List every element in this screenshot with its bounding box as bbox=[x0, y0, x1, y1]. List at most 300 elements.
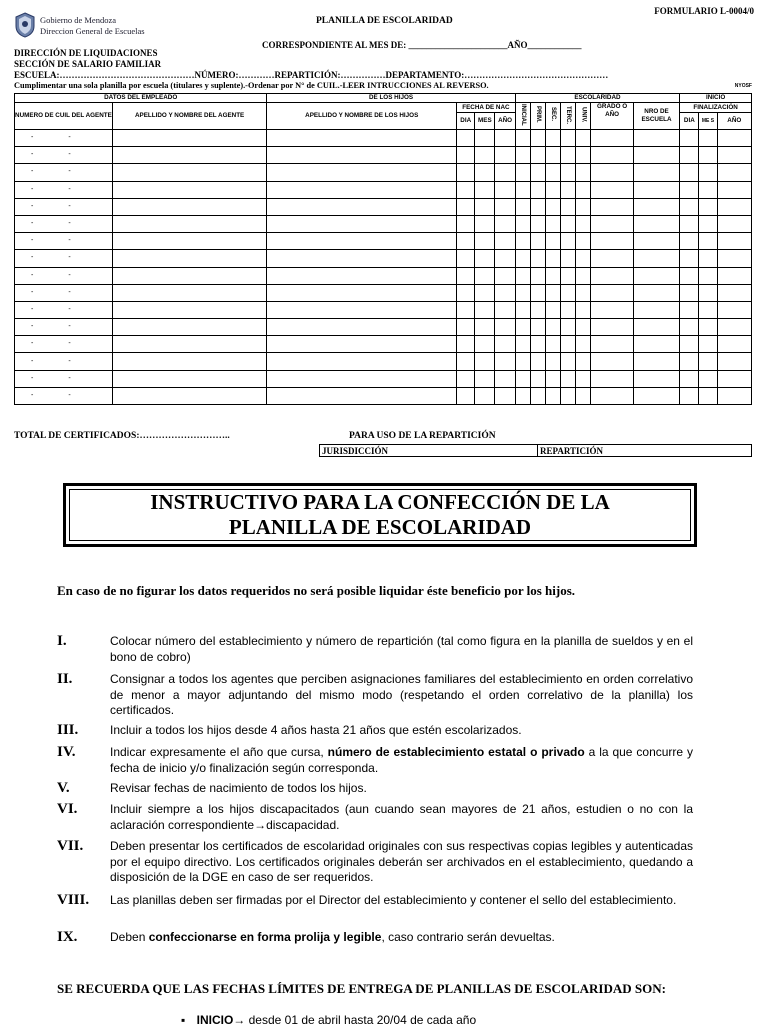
cuil-cell[interactable] bbox=[15, 267, 113, 284]
table-cell[interactable] bbox=[457, 336, 475, 353]
table-row bbox=[15, 181, 752, 198]
table-cell[interactable] bbox=[561, 130, 576, 147]
table-cell[interactable] bbox=[561, 198, 576, 215]
table-cell[interactable] bbox=[475, 319, 495, 336]
table-cell[interactable] bbox=[530, 250, 545, 267]
cuil-separators: - - bbox=[31, 134, 71, 142]
table-cell[interactable] bbox=[561, 336, 576, 353]
table-cell[interactable] bbox=[545, 215, 560, 232]
table-cell[interactable] bbox=[530, 233, 545, 250]
month-year-field[interactable]: CORRESPONDIENTE AL MES DE: ______________________AÑO____________ bbox=[262, 40, 582, 50]
table-cell[interactable] bbox=[457, 147, 475, 164]
table-cell[interactable] bbox=[515, 370, 530, 387]
table-cell[interactable] bbox=[457, 215, 475, 232]
table-cell[interactable] bbox=[457, 198, 475, 215]
table-cell[interactable] bbox=[717, 301, 751, 318]
table-cell[interactable] bbox=[457, 267, 475, 284]
table-cell[interactable] bbox=[475, 215, 495, 232]
table-cell[interactable] bbox=[591, 181, 633, 198]
table-cell[interactable] bbox=[717, 387, 751, 404]
table-cell[interactable] bbox=[495, 147, 515, 164]
table-cell[interactable] bbox=[561, 370, 576, 387]
government-name: Gobierno de Mendoza bbox=[40, 15, 117, 25]
table-cell[interactable] bbox=[717, 147, 751, 164]
table-cell[interactable] bbox=[699, 250, 717, 267]
table-cell[interactable] bbox=[530, 181, 545, 198]
table-cell[interactable] bbox=[475, 130, 495, 147]
total-certificados-field[interactable]: TOTAL DE CERTIFICADOS:……………………….. bbox=[14, 431, 230, 441]
table-cell[interactable] bbox=[530, 164, 545, 181]
cuil-separators: - - bbox=[31, 357, 71, 365]
table-cell[interactable] bbox=[545, 267, 560, 284]
table-cell[interactable] bbox=[530, 147, 545, 164]
reparticion-field[interactable]: REPARTICIÓN bbox=[538, 445, 752, 457]
table-row bbox=[15, 370, 752, 387]
table-row bbox=[15, 319, 752, 336]
table-cell[interactable] bbox=[112, 267, 266, 284]
cuil-cell[interactable] bbox=[15, 336, 113, 353]
table-cell[interactable] bbox=[112, 233, 266, 250]
table-cell[interactable] bbox=[267, 181, 457, 198]
table-cell[interactable] bbox=[267, 387, 457, 404]
table-cell[interactable] bbox=[267, 336, 457, 353]
table-cell[interactable] bbox=[267, 233, 457, 250]
table-cell[interactable] bbox=[475, 233, 495, 250]
table-cell[interactable] bbox=[561, 319, 576, 336]
table-cell[interactable] bbox=[545, 284, 560, 301]
table-cell[interactable] bbox=[561, 284, 576, 301]
cuil-separators: - - bbox=[31, 237, 71, 245]
table-cell[interactable] bbox=[633, 147, 679, 164]
table-cell[interactable] bbox=[475, 284, 495, 301]
form-title: PLANILLA DE ESCOLARIDAD bbox=[316, 16, 453, 26]
cuil-cell[interactable] bbox=[15, 284, 113, 301]
table-cell[interactable] bbox=[495, 336, 515, 353]
cuil-separators: - - bbox=[31, 374, 71, 382]
table-row bbox=[15, 215, 752, 232]
table-cell[interactable] bbox=[112, 387, 266, 404]
table-cell[interactable] bbox=[561, 181, 576, 198]
table-cell[interactable] bbox=[475, 181, 495, 198]
group-header-inicio: INICIO bbox=[680, 94, 752, 103]
table-cell[interactable] bbox=[457, 164, 475, 181]
table-cell[interactable] bbox=[515, 319, 530, 336]
table-cell[interactable] bbox=[112, 130, 266, 147]
table-cell[interactable] bbox=[112, 164, 266, 181]
table-cell[interactable] bbox=[699, 215, 717, 232]
cuil-cell[interactable] bbox=[15, 130, 113, 147]
table-cell[interactable] bbox=[457, 250, 475, 267]
table-cell[interactable] bbox=[680, 181, 699, 198]
table-cell[interactable] bbox=[633, 198, 679, 215]
table-cell[interactable] bbox=[576, 215, 591, 232]
table-cell[interactable] bbox=[591, 370, 633, 387]
table-cell[interactable] bbox=[267, 284, 457, 301]
table-cell[interactable] bbox=[680, 267, 699, 284]
table-cell[interactable] bbox=[576, 387, 591, 404]
table-cell[interactable] bbox=[515, 267, 530, 284]
table-cell[interactable] bbox=[475, 250, 495, 267]
table-cell[interactable] bbox=[680, 370, 699, 387]
table-cell[interactable] bbox=[457, 353, 475, 370]
table-cell[interactable] bbox=[576, 336, 591, 353]
table-cell[interactable] bbox=[457, 301, 475, 318]
table-cell[interactable] bbox=[267, 319, 457, 336]
deadlines-reminder: SE RECUERDA QUE LAS FECHAS LÍMITES DE ENTREGA DE PLANILLAS DE ESCOLARIDAD SON: bbox=[57, 981, 666, 996]
table-cell[interactable] bbox=[699, 370, 717, 387]
table-cell[interactable] bbox=[475, 387, 495, 404]
table-cell[interactable] bbox=[717, 267, 751, 284]
item-numeral: VII. bbox=[57, 838, 84, 854]
table-cell[interactable] bbox=[267, 198, 457, 215]
table-cell[interactable] bbox=[545, 370, 560, 387]
table-cell[interactable] bbox=[576, 370, 591, 387]
table-cell[interactable] bbox=[545, 250, 560, 267]
table-cell[interactable] bbox=[591, 198, 633, 215]
table-cell[interactable] bbox=[680, 319, 699, 336]
instructivo-title-line1: INSTRUCTIVO PARA LA CONFECCIÓN DE LA bbox=[150, 490, 610, 514]
table-cell[interactable] bbox=[267, 370, 457, 387]
cuil-cell[interactable] bbox=[15, 387, 113, 404]
table-cell[interactable] bbox=[475, 147, 495, 164]
table-cell[interactable] bbox=[495, 250, 515, 267]
table-cell[interactable] bbox=[530, 387, 545, 404]
table-cell[interactable] bbox=[633, 353, 679, 370]
table-cell[interactable] bbox=[717, 353, 751, 370]
table-cell[interactable] bbox=[591, 319, 633, 336]
table-cell[interactable] bbox=[680, 130, 699, 147]
table-cell[interactable] bbox=[699, 267, 717, 284]
table-cell[interactable] bbox=[576, 198, 591, 215]
table-cell[interactable] bbox=[591, 215, 633, 232]
table-cell[interactable] bbox=[475, 353, 495, 370]
table-cell[interactable] bbox=[545, 181, 560, 198]
table-cell[interactable] bbox=[475, 198, 495, 215]
cuil-cell[interactable] bbox=[15, 198, 113, 215]
table-cell[interactable] bbox=[633, 336, 679, 353]
table-cell[interactable] bbox=[457, 319, 475, 336]
item-text: Incluir siempre a los hijos discapacitados (aun cuando sean mayores de 21 años, estudien o no con la aclaración correspondiente→discapacidad. bbox=[110, 802, 693, 832]
jurisdiccion-field[interactable]: JURISDICCIÓN bbox=[320, 445, 538, 457]
table-cell[interactable] bbox=[680, 233, 699, 250]
table-cell[interactable] bbox=[699, 233, 717, 250]
reparticion-table bbox=[319, 444, 752, 457]
table-cell[interactable] bbox=[267, 250, 457, 267]
table-cell[interactable] bbox=[495, 233, 515, 250]
table-cell[interactable] bbox=[495, 319, 515, 336]
table-cell[interactable] bbox=[717, 198, 751, 215]
table-row bbox=[15, 336, 752, 353]
school-info-fields[interactable]: ESCUELA:………………………………………NÚMERO:…………REPARTICIÓN:……………DEPARTAMENTO:………………………………………… bbox=[14, 70, 609, 80]
col-header-apellido-agente: APELLIDO Y NOMBRE DEL AGENTE bbox=[112, 103, 266, 130]
table-cell[interactable] bbox=[717, 250, 751, 267]
table-cell[interactable] bbox=[495, 267, 515, 284]
table-cell[interactable] bbox=[530, 130, 545, 147]
table-cell[interactable] bbox=[495, 387, 515, 404]
table-cell[interactable] bbox=[699, 387, 717, 404]
table-cell[interactable] bbox=[717, 215, 751, 232]
table-cell[interactable] bbox=[267, 215, 457, 232]
table-cell[interactable] bbox=[633, 267, 679, 284]
cuil-cell[interactable] bbox=[15, 301, 113, 318]
table-cell[interactable] bbox=[267, 353, 457, 370]
cuil-separators: - - bbox=[31, 202, 71, 210]
inicio-label: INICIO→ bbox=[196, 1013, 246, 1027]
table-cell[interactable] bbox=[112, 336, 266, 353]
table-cell[interactable] bbox=[495, 198, 515, 215]
table-cell[interactable] bbox=[561, 215, 576, 232]
table-cell[interactable] bbox=[112, 370, 266, 387]
table-cell[interactable] bbox=[717, 164, 751, 181]
table-cell[interactable] bbox=[591, 353, 633, 370]
table-cell[interactable] bbox=[515, 301, 530, 318]
item-text-part: , caso contrario serán devueltas. bbox=[381, 930, 555, 944]
table-cell[interactable] bbox=[680, 353, 699, 370]
table-cell[interactable] bbox=[267, 130, 457, 147]
table-cell[interactable] bbox=[717, 336, 751, 353]
table-cell[interactable] bbox=[515, 353, 530, 370]
item-text: Consignar a todos los agentes que perciben asignaciones familiares del establecimiento en orden correlativo de menor a mayor adjuntando del mismo modo (respetando el orden correlativo de la planilla) los certificados. bbox=[110, 672, 693, 717]
table-cell[interactable] bbox=[576, 233, 591, 250]
table-cell[interactable] bbox=[515, 387, 530, 404]
table-cell[interactable] bbox=[680, 284, 699, 301]
cuil-cell[interactable] bbox=[15, 233, 113, 250]
table-cell[interactable] bbox=[530, 284, 545, 301]
table-cell[interactable] bbox=[267, 164, 457, 181]
table-cell[interactable] bbox=[561, 353, 576, 370]
table-cell[interactable] bbox=[576, 250, 591, 267]
table-cell[interactable] bbox=[545, 198, 560, 215]
item-text-emphasis: confeccionarse en forma prolija y legible bbox=[148, 930, 382, 944]
table-cell[interactable] bbox=[515, 198, 530, 215]
table-cell[interactable] bbox=[591, 387, 633, 404]
table-cell[interactable] bbox=[633, 319, 679, 336]
table-cell[interactable] bbox=[699, 181, 717, 198]
table-cell[interactable] bbox=[545, 233, 560, 250]
table-cell[interactable] bbox=[112, 215, 266, 232]
cuil-cell[interactable] bbox=[15, 319, 113, 336]
table-cell[interactable] bbox=[545, 353, 560, 370]
table-cell[interactable] bbox=[633, 387, 679, 404]
table-cell[interactable] bbox=[717, 233, 751, 250]
col-header-sec: SEC. bbox=[550, 107, 557, 122]
table-cell[interactable] bbox=[545, 147, 560, 164]
table-cell[interactable] bbox=[717, 130, 751, 147]
table-cell[interactable] bbox=[633, 233, 679, 250]
table-cell[interactable] bbox=[530, 319, 545, 336]
table-cell[interactable] bbox=[112, 284, 266, 301]
table-cell[interactable] bbox=[633, 215, 679, 232]
cuil-cell[interactable] bbox=[15, 181, 113, 198]
table-cell[interactable] bbox=[591, 147, 633, 164]
cuil-separators: - - bbox=[31, 220, 71, 228]
table-cell[interactable] bbox=[561, 301, 576, 318]
table-cell[interactable] bbox=[515, 336, 530, 353]
table-cell[interactable] bbox=[112, 198, 266, 215]
table-cell[interactable] bbox=[267, 147, 457, 164]
table-cell[interactable] bbox=[495, 370, 515, 387]
table-cell[interactable] bbox=[576, 130, 591, 147]
table-cell[interactable] bbox=[633, 164, 679, 181]
table-cell[interactable] bbox=[515, 130, 530, 147]
table-cell[interactable] bbox=[633, 130, 679, 147]
table-cell[interactable] bbox=[699, 130, 717, 147]
table-cell[interactable] bbox=[633, 250, 679, 267]
table-cell[interactable] bbox=[717, 284, 751, 301]
table-cell[interactable] bbox=[717, 370, 751, 387]
table-cell[interactable] bbox=[515, 215, 530, 232]
table-cell[interactable] bbox=[633, 370, 679, 387]
table-cell[interactable] bbox=[112, 319, 266, 336]
item-numeral: III. bbox=[57, 722, 79, 738]
table-cell[interactable] bbox=[680, 164, 699, 181]
table-cell[interactable] bbox=[530, 198, 545, 215]
table-cell[interactable] bbox=[633, 181, 679, 198]
table-cell[interactable] bbox=[576, 301, 591, 318]
table-cell[interactable] bbox=[591, 250, 633, 267]
table-cell[interactable] bbox=[112, 250, 266, 267]
table-cell[interactable] bbox=[267, 267, 457, 284]
table-cell[interactable] bbox=[576, 353, 591, 370]
table-cell[interactable] bbox=[576, 284, 591, 301]
table-cell[interactable] bbox=[495, 164, 515, 181]
table-cell[interactable] bbox=[475, 267, 495, 284]
table-cell[interactable] bbox=[530, 301, 545, 318]
col-header-prim: PRIM. bbox=[534, 106, 541, 123]
col-header-cuil: NUMERO DE CUIL DEL AGENTE bbox=[15, 103, 113, 130]
table-cell[interactable] bbox=[699, 319, 717, 336]
table-cell[interactable] bbox=[680, 301, 699, 318]
cuil-cell[interactable] bbox=[15, 370, 113, 387]
table-cell[interactable] bbox=[699, 284, 717, 301]
table-cell[interactable] bbox=[633, 301, 679, 318]
table-cell[interactable] bbox=[561, 164, 576, 181]
table-cell[interactable] bbox=[591, 301, 633, 318]
table-cell[interactable] bbox=[545, 319, 560, 336]
table-cell[interactable] bbox=[699, 164, 717, 181]
table-cell[interactable] bbox=[561, 387, 576, 404]
cuil-cell[interactable] bbox=[15, 250, 113, 267]
table-cell[interactable] bbox=[530, 336, 545, 353]
table-cell[interactable] bbox=[495, 284, 515, 301]
table-row bbox=[15, 147, 752, 164]
table-cell[interactable] bbox=[545, 336, 560, 353]
table-cell[interactable] bbox=[475, 164, 495, 181]
table-cell[interactable] bbox=[530, 267, 545, 284]
table-cell[interactable] bbox=[561, 147, 576, 164]
table-cell[interactable] bbox=[545, 164, 560, 181]
bullet-icon: ▪ bbox=[181, 1013, 186, 1027]
table-cell[interactable] bbox=[591, 336, 633, 353]
table-cell[interactable] bbox=[591, 233, 633, 250]
table-cell[interactable] bbox=[495, 130, 515, 147]
table-cell[interactable] bbox=[680, 198, 699, 215]
table-cell[interactable] bbox=[475, 370, 495, 387]
table-cell[interactable] bbox=[495, 215, 515, 232]
table-cell[interactable] bbox=[112, 147, 266, 164]
table-cell[interactable] bbox=[515, 181, 530, 198]
cuil-cell[interactable] bbox=[15, 215, 113, 232]
table-cell[interactable] bbox=[576, 181, 591, 198]
table-cell[interactable] bbox=[495, 301, 515, 318]
table-cell[interactable] bbox=[680, 250, 699, 267]
table-cell[interactable] bbox=[717, 319, 751, 336]
item-numeral: I. bbox=[57, 633, 67, 649]
table-cell[interactable] bbox=[457, 284, 475, 301]
table-cell[interactable] bbox=[561, 233, 576, 250]
table-cell[interactable] bbox=[633, 284, 679, 301]
table-cell[interactable] bbox=[267, 301, 457, 318]
table-cell[interactable] bbox=[530, 215, 545, 232]
cuil-cell[interactable] bbox=[15, 164, 113, 181]
table-cell[interactable] bbox=[591, 267, 633, 284]
table-cell[interactable] bbox=[515, 250, 530, 267]
table-cell[interactable] bbox=[515, 164, 530, 181]
table-cell[interactable] bbox=[545, 130, 560, 147]
table-cell[interactable] bbox=[561, 267, 576, 284]
table-cell[interactable] bbox=[515, 233, 530, 250]
table-cell[interactable] bbox=[457, 370, 475, 387]
col-header-fin-mes: ME S bbox=[699, 113, 717, 130]
table-cell[interactable] bbox=[495, 181, 515, 198]
table-cell[interactable] bbox=[591, 284, 633, 301]
table-cell[interactable] bbox=[699, 353, 717, 370]
table-cell[interactable] bbox=[699, 301, 717, 318]
cuil-separators: - - bbox=[31, 185, 71, 193]
table-cell[interactable] bbox=[591, 130, 633, 147]
table-cell[interactable] bbox=[576, 147, 591, 164]
col-header-fecha-nac: FECHA DE NAC bbox=[457, 103, 516, 113]
cuil-cell[interactable] bbox=[15, 353, 113, 370]
table-cell[interactable] bbox=[699, 147, 717, 164]
table-cell[interactable] bbox=[530, 370, 545, 387]
table-cell[interactable] bbox=[475, 336, 495, 353]
table-cell[interactable] bbox=[545, 301, 560, 318]
table-cell[interactable] bbox=[591, 164, 633, 181]
table-cell[interactable] bbox=[717, 181, 751, 198]
table-cell[interactable] bbox=[680, 147, 699, 164]
cuil-cell[interactable] bbox=[15, 147, 113, 164]
col-header-inicial: INICIAL bbox=[519, 103, 526, 126]
table-cell[interactable] bbox=[457, 233, 475, 250]
table-cell[interactable] bbox=[515, 147, 530, 164]
table-cell[interactable] bbox=[680, 215, 699, 232]
table-cell[interactable] bbox=[515, 284, 530, 301]
item-text: Incluir a todos los hijos desde 4 años hasta 21 años que estén escolarizados. bbox=[110, 723, 522, 737]
table-cell[interactable] bbox=[112, 181, 266, 198]
table-cell[interactable] bbox=[475, 301, 495, 318]
table-cell[interactable] bbox=[576, 164, 591, 181]
cuil-separators: - - bbox=[31, 340, 71, 348]
table-cell[interactable] bbox=[699, 336, 717, 353]
table-cell[interactable] bbox=[112, 301, 266, 318]
table-cell[interactable] bbox=[112, 353, 266, 370]
table-cell[interactable] bbox=[561, 250, 576, 267]
table-cell[interactable] bbox=[457, 181, 475, 198]
table-cell[interactable] bbox=[457, 130, 475, 147]
table-cell[interactable] bbox=[699, 198, 717, 215]
table-cell[interactable] bbox=[576, 267, 591, 284]
inicio-deadline-text: desde 01 de abril hasta 20/04 de cada año bbox=[245, 1013, 477, 1027]
table-cell[interactable] bbox=[530, 353, 545, 370]
table-cell[interactable] bbox=[680, 387, 699, 404]
table-cell[interactable] bbox=[457, 387, 475, 404]
table-cell[interactable] bbox=[495, 353, 515, 370]
table-cell[interactable] bbox=[680, 336, 699, 353]
table-cell[interactable] bbox=[576, 319, 591, 336]
item-text: Deben presentar los certificados de escolaridad originales con sus respectivas copias legibles y autenticadas por el equipo directivo. Los certificados originales deberán ser archivados en el establecimiento, quedando a disposición de la DGE en caso de ser requeridos. bbox=[110, 839, 693, 884]
table-cell[interactable] bbox=[545, 387, 560, 404]
